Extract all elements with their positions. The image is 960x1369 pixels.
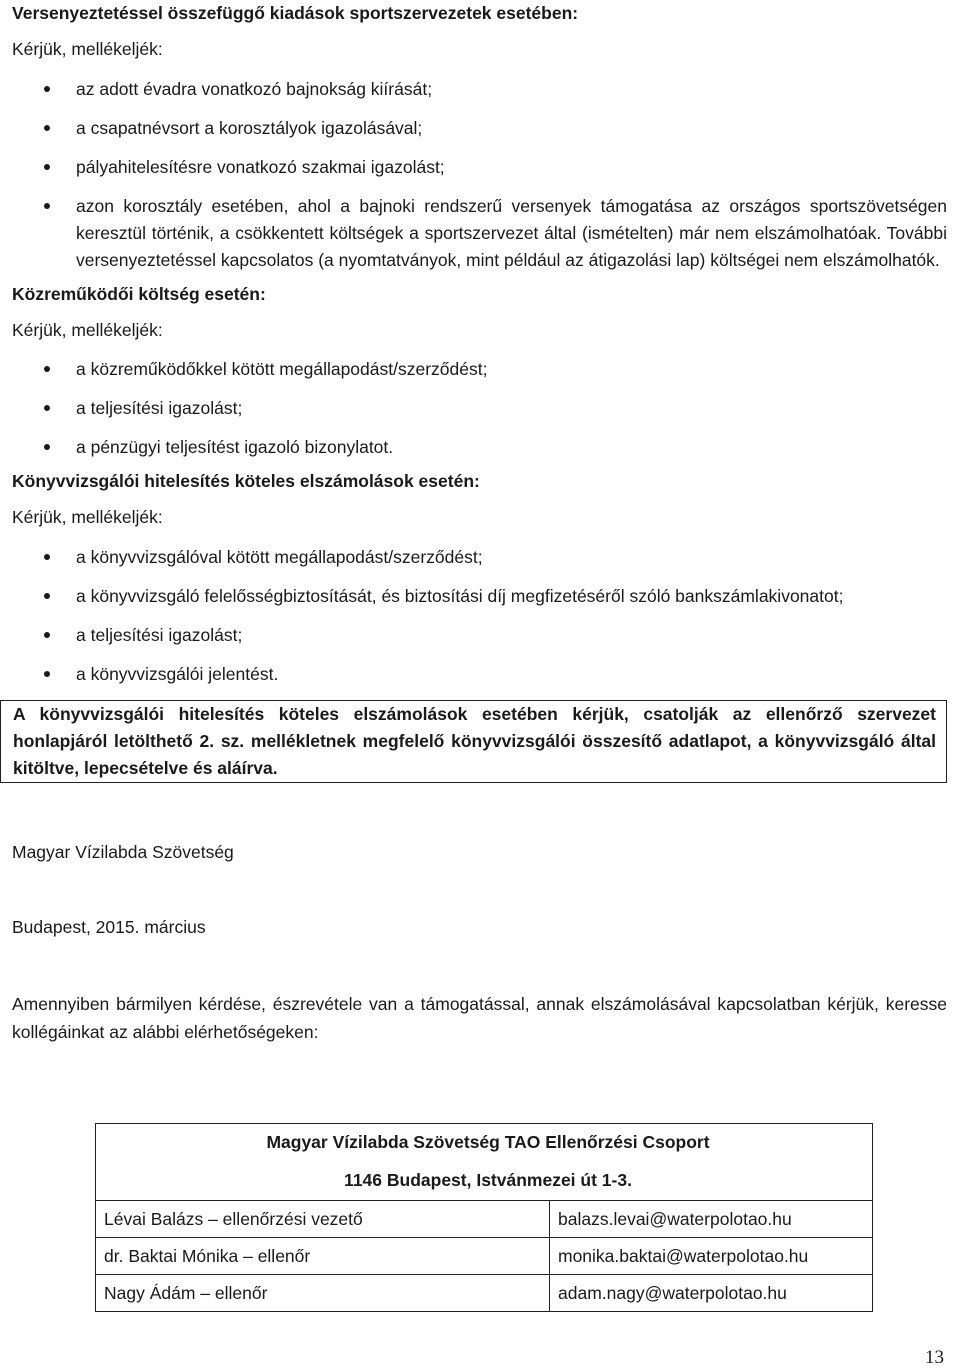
- bullet-list: [12, 76, 947, 274]
- table-row: [96, 1238, 873, 1275]
- bullet-icon: [44, 366, 50, 372]
- document-page: [12, 0, 947, 1046]
- bullet-icon: [44, 593, 50, 599]
- contact-intro: Amennyiben bármilyen kérdése, észrevétele van a támogatással, annak elszámolásával kapcsolatban kérjük, keresse kollégáinkat az alábbi elérhetőségeken:: [12, 994, 947, 1042]
- contact-name: dr. Baktai Mónika – ellenőr: [96, 1238, 550, 1275]
- bullet-icon: [44, 554, 50, 560]
- list-item: azon korosztály esetében, ahol a bajnoki rendszerű versenyek támogatása az országos sportszövetségen keresztül történik, a csökkentett költségek a sportszervezet által (ismételten) már nem elszámolhatóak. További versenyeztetéssel kapcsolatos (a nyomtatványok, mint például az átigazolási lap) költségei nem elszámolhatók.: [12, 193, 947, 274]
- contact-email[interactable]: adam.nagy@waterpolotao.hu: [550, 1275, 873, 1312]
- bullet-icon: [44, 203, 50, 209]
- list-item: a teljesítési igazolást;: [12, 395, 947, 422]
- table-row: [96, 1160, 873, 1201]
- page-number: 13: [925, 1347, 944, 1368]
- bullet-icon: [44, 444, 50, 450]
- bullet-icon: [44, 86, 50, 92]
- contacts-table: [95, 1123, 873, 1312]
- signature-place-date: Budapest, 2015. március: [12, 917, 206, 937]
- section-intro: Kérjük, mellékeljék:: [12, 320, 163, 340]
- table-row: [96, 1201, 873, 1238]
- signature-organization: Magyar Vízilabda Szövetség: [12, 842, 234, 862]
- list-item: a könyvvizsgálói jelentést.: [12, 661, 947, 688]
- contacts-title: Magyar Vízilabda Szövetség TAO Ellenőrzési Csoport: [96, 1124, 873, 1161]
- contacts-address: 1146 Budapest, Istvánmezei út 1-3.: [96, 1160, 873, 1201]
- bullet-icon: [44, 671, 50, 677]
- table-row: [96, 1275, 873, 1312]
- section-intro: Kérjük, mellékeljék:: [12, 507, 163, 527]
- section-heading-competition: Versenyeztetéssel összefüggő kiadások sportszervezetek esetében:: [12, 3, 579, 23]
- audit-notice-box: A könyvvizsgálói hitelesítés köteles elszámolások esetében kérjük, csatolják az ellenőrző szervezet honlapjáról letölthető 2. sz. mellékletnek megfelelő könyvvizsgálói összesítő adatlapot, a könyvvizsgáló által kitöltve, lepecsételve és aláírva.: [0, 700, 947, 783]
- table-row: [96, 1124, 873, 1161]
- section-heading-audit: Könyvvizsgálói hitelesítés köteles elszámolások esetén:: [12, 471, 480, 491]
- bullet-icon: [44, 632, 50, 638]
- bullet-icon: [44, 125, 50, 131]
- list-item: pályahitelesítésre vonatkozó szakmai igazolást;: [12, 154, 947, 181]
- bullet-list: [12, 356, 947, 461]
- contact-name: Lévai Balázs – ellenőrzési vezető: [96, 1201, 550, 1238]
- bullet-icon: [44, 405, 50, 411]
- list-item: az adott évadra vonatkozó bajnokság kiírását;: [12, 76, 947, 103]
- contact-name: Nagy Ádám – ellenőr: [96, 1275, 550, 1312]
- section-heading-contractor: Közreműködői költség esetén:: [12, 284, 266, 304]
- list-item: a teljesítési igazolást;: [12, 622, 947, 649]
- list-item: a könyvvizsgáló felelősségbiztosítását, és biztosítási díj megfizetéséről szóló bankszámlakivonatot;: [12, 583, 947, 610]
- bullet-list: [12, 544, 947, 688]
- contact-email[interactable]: balazs.levai@waterpolotao.hu: [550, 1201, 873, 1238]
- list-item: a csapatnévsort a korosztályok igazolásával;: [12, 115, 947, 142]
- bullet-icon: [44, 164, 50, 170]
- contact-email[interactable]: monika.baktai@waterpolotao.hu: [550, 1238, 873, 1275]
- section-intro: Kérjük, mellékeljék:: [12, 39, 163, 59]
- list-item: a pénzügyi teljesítést igazoló bizonylatot.: [12, 434, 947, 461]
- list-item: a közreműködőkkel kötött megállapodást/szerződést;: [12, 356, 947, 383]
- list-item: a könyvvizsgálóval kötött megállapodást/szerződést;: [12, 544, 947, 571]
